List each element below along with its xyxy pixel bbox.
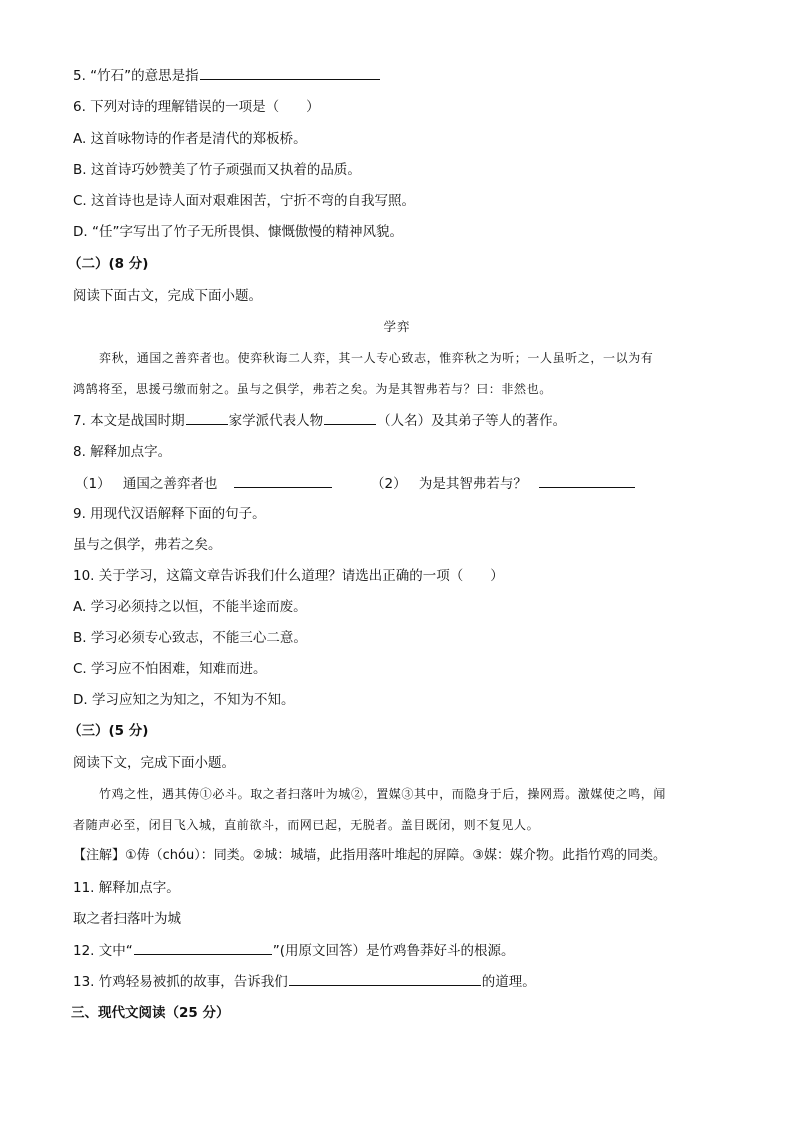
answer-blank[interactable] [324, 410, 376, 425]
question-9-stem: 9. 用现代汉语解释下面的句子。 [73, 506, 266, 522]
passage-line-1: 弈秋，通国之善弈者也。使弈秋诲二人弈，其一人专心致志，惟弈秋之为听；一人虽听之，一以为有 [99, 351, 654, 365]
question-13-part-1: 13. 竹鸡轻易被抓的故事，告诉我们 [73, 974, 288, 990]
question-8-items [75, 473, 734, 494]
question-12 [73, 940, 734, 961]
item-2-number: （2） [370, 476, 407, 492]
question-7-part-3: （人名）及其弟子等人的著作。 [377, 413, 567, 429]
item-1-text: 通国之善弈者也 [122, 476, 218, 492]
question-13 [73, 971, 734, 992]
question-10-option-a: A. 学习必须持之以恒，不能半途而废。 [73, 599, 307, 615]
question-6-option-a: A. 这首咏物诗的作者是清代的郑板桥。 [73, 131, 307, 147]
question-11-sentence: 取之者扫落叶为城 [73, 911, 181, 927]
question-7 [73, 410, 734, 431]
section-3-heading: （三）(5 分) [68, 723, 149, 739]
section-3-instruction: 阅读下文，完成下面小题。 [73, 755, 235, 771]
question-13-part-2: 的道理。 [481, 974, 536, 990]
answer-blank[interactable] [200, 65, 380, 80]
section-2-heading: （二）(8 分) [68, 256, 149, 272]
section-2-instruction: 阅读下面古文，完成下面小题。 [73, 288, 262, 304]
answer-blank[interactable] [234, 473, 332, 488]
question-6-option-d: D. “任”字写出了竹子无所畏惧、慷慨傲慢的精神风貌。 [73, 224, 403, 240]
passage-line-2: 鸿鹄将至，思援弓缴而射之。虽与之俱学，弗若之矣。为是其智弗若与？曰：非然也。 [73, 382, 552, 396]
item-1-number: （1） [75, 476, 111, 492]
passage-2-line-2: 者随声必至，闭目飞入城，直前欲斗，而网已起，无脱者。盖目既闭，则不复见人。 [73, 818, 540, 832]
question-6-stem: 6. 下列对诗的理解错误的一项是（ ） [73, 99, 320, 115]
question-8-stem: 8. 解释加点字。 [73, 444, 172, 460]
answer-blank[interactable] [134, 940, 272, 955]
question-10-option-b: B. 学习必须专心致志，不能三心二意。 [73, 630, 307, 646]
question-6-option-b: B. 这首诗巧妙赞美了竹子顽强而又执着的品质。 [73, 162, 361, 178]
answer-blank[interactable] [289, 971, 481, 986]
section-4-heading: 三、现代文阅读（25 分） [71, 1005, 230, 1021]
answer-blank[interactable] [539, 473, 635, 488]
question-7-part-1: 7. 本文是战国时期 [73, 413, 185, 429]
passage-2-note: 【注解】①俦（chóu）：同类。②城：城墙，此指用落叶堆起的屏障。③媒：媒介物。此指竹鸡的同类。 [73, 848, 667, 863]
question-5 [73, 65, 734, 86]
question-10-option-d: D. 学习应知之为知之，不知为不知。 [73, 692, 295, 708]
passage-2-line-1: 竹鸡之性，遇其俦①必斗。取之者扫落叶为城②，置媒③其中，而隐身于后，操网焉。激媒使之鸣，闻 [99, 787, 667, 801]
question-12-part-1: 12. 文中“ [73, 943, 133, 959]
question-11-stem: 11. 解释加点字。 [73, 880, 180, 896]
item-2-text: 为是其智弗若与？ [418, 476, 527, 492]
question-7-part-2: 家学派代表人物 [228, 413, 324, 429]
question-9-sentence: 虽与之俱学，弗若之矣。 [73, 537, 222, 553]
question-6-option-c: C. 这首诗也是诗人面对艰难困苦，宁折不弯的自我写照。 [73, 193, 416, 209]
question-10-stem: 10. 关于学习，这篇文章告诉我们什么道理？请选出正确的一项（ ） [73, 568, 504, 584]
question-12-part-2: ”(用原文回答）是竹鸡鲁莽好斗的根源。 [272, 943, 515, 959]
question-10-option-c: C. 学习应不怕困难，知难而进。 [73, 661, 267, 677]
question-5-text: 5. “竹石”的意思是指 [73, 68, 199, 84]
answer-blank[interactable] [186, 410, 228, 425]
passage-title: 学弈 [383, 319, 411, 334]
